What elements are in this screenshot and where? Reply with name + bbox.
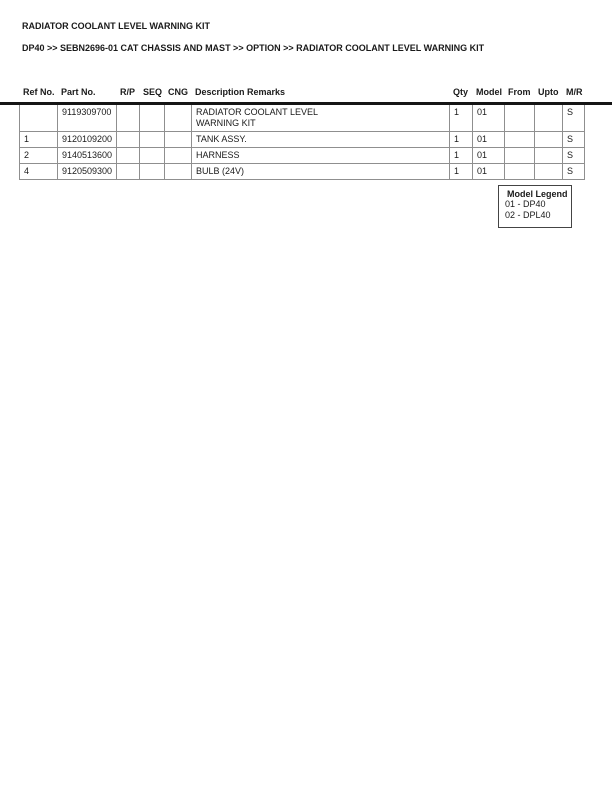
description-line: BULB (24V) xyxy=(196,166,245,176)
column-header-part-no: Part No. xyxy=(61,87,96,97)
model-legend-item: 02 - DPL40 xyxy=(505,210,551,220)
cell-rp xyxy=(117,164,140,180)
cell-seq xyxy=(140,132,165,148)
cell-ref-no: 4 xyxy=(20,164,58,180)
cell-rp xyxy=(117,132,140,148)
cell-cng xyxy=(165,164,192,180)
cell-ref-no xyxy=(20,105,58,132)
cell-ref-no: 2 xyxy=(20,148,58,164)
page-title: RADIATOR COOLANT LEVEL WARNING KIT xyxy=(22,21,210,31)
parts-table xyxy=(19,105,585,180)
table-row xyxy=(20,148,585,164)
cell-description xyxy=(192,148,450,164)
model-legend-item: 01 - DP40 xyxy=(505,199,546,209)
cell-cng xyxy=(165,132,192,148)
cell-upto xyxy=(535,132,563,148)
column-header-model: Model xyxy=(476,87,502,97)
cell-mr: S xyxy=(563,132,585,148)
model-legend-title: Model Legend xyxy=(507,189,568,199)
column-header-seq: SEQ xyxy=(143,87,163,97)
cell-description xyxy=(192,164,450,180)
cell-qty: 1 xyxy=(450,148,473,164)
cell-qty: 1 xyxy=(450,132,473,148)
cell-from xyxy=(505,132,535,148)
cell-seq xyxy=(140,164,165,180)
cell-from xyxy=(505,105,535,132)
cell-part-no: 9140513600 xyxy=(58,148,117,164)
cell-from xyxy=(505,164,535,180)
cell-model: 01 xyxy=(473,105,505,132)
description-line: HARNESS xyxy=(196,150,240,160)
cell-upto xyxy=(535,105,563,132)
cell-seq xyxy=(140,105,165,132)
cell-qty: 1 xyxy=(450,105,473,132)
cell-part-no: 9119309700 xyxy=(58,105,117,132)
cell-model: 01 xyxy=(473,132,505,148)
description-line: RADIATOR COOLANT LEVEL xyxy=(196,107,319,117)
breadcrumb: DP40 >> SEBN2696-01 CAT CHASSIS AND MAST >> OPTION >> RADIATOR COOLANT LEVEL WARNING KIT xyxy=(22,43,485,53)
table-row xyxy=(20,164,585,180)
cell-cng xyxy=(165,148,192,164)
column-header-mr: M/R xyxy=(566,87,583,97)
column-header-description: Description Remarks xyxy=(195,87,286,97)
cell-from xyxy=(505,148,535,164)
cell-mr: S xyxy=(563,164,585,180)
cell-rp xyxy=(117,148,140,164)
cell-cng xyxy=(165,105,192,132)
cell-rp xyxy=(117,105,140,132)
cell-mr: S xyxy=(563,148,585,164)
cell-model: 01 xyxy=(473,164,505,180)
cell-model: 01 xyxy=(473,148,505,164)
cell-description xyxy=(192,105,450,132)
cell-mr: S xyxy=(563,105,585,132)
cell-description xyxy=(192,132,450,148)
cell-ref-no: 1 xyxy=(20,132,58,148)
column-header-rp: R/P xyxy=(120,87,136,97)
cell-part-no: 9120109200 xyxy=(58,132,117,148)
cell-upto xyxy=(535,148,563,164)
description-line: WARNING KIT xyxy=(196,118,256,128)
column-header-ref-no: Ref No. xyxy=(23,87,55,97)
table-row xyxy=(20,132,585,148)
cell-qty: 1 xyxy=(450,164,473,180)
table-header-row xyxy=(20,87,585,98)
cell-seq xyxy=(140,148,165,164)
column-header-cng: CNG xyxy=(168,87,188,97)
model-legend xyxy=(498,185,572,228)
column-header-upto: Upto xyxy=(538,87,559,97)
cell-part-no: 9120509300 xyxy=(58,164,117,180)
table-row xyxy=(20,105,585,132)
description-line: TANK ASSY. xyxy=(196,134,247,144)
cell-upto xyxy=(535,164,563,180)
column-header-from: From xyxy=(508,87,531,97)
column-header-qty: Qty xyxy=(453,87,469,97)
